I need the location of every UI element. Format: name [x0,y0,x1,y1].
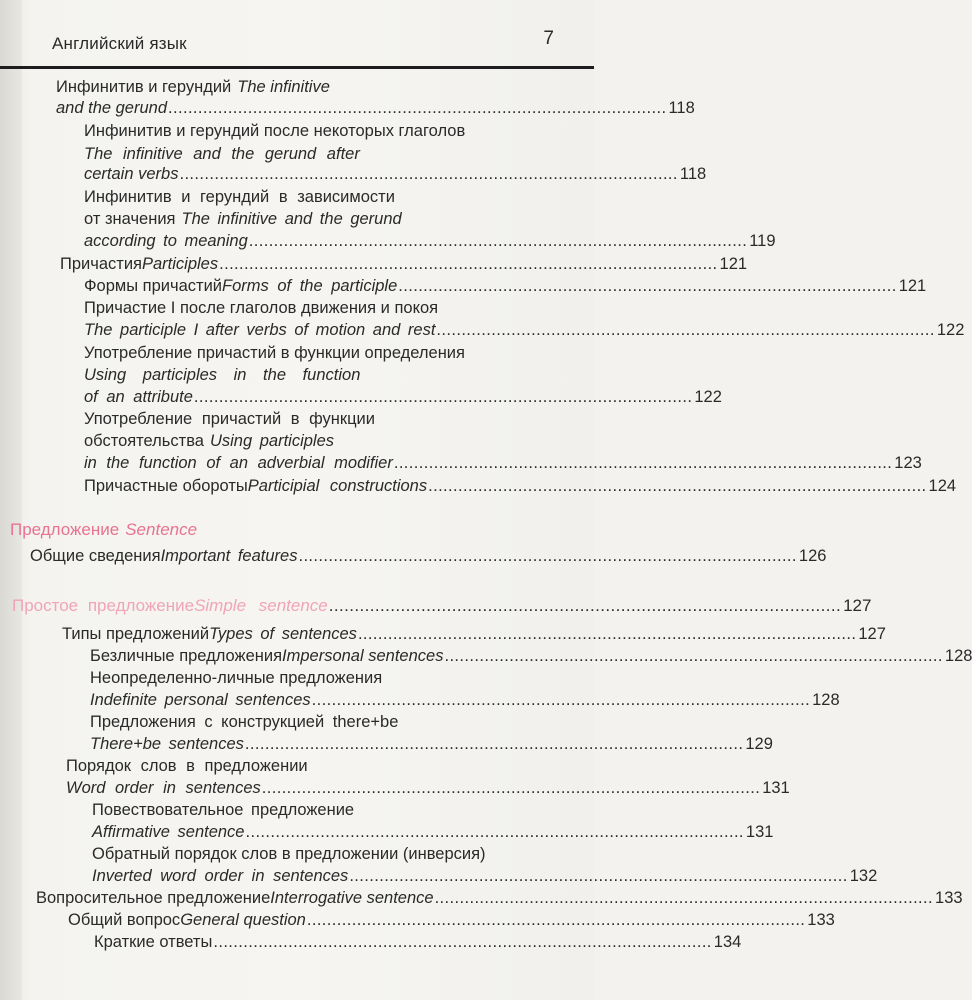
toc-entry-forms-participle: Формы причастий Forms of the participle .................................................................................................... 121 [84,277,927,295]
toc-entry-there-be-en: There+be sentences .................................................................................................... 129 [90,735,773,753]
toc-entry-participle-motion: Причастие I после глаголов движения и покоя [84,299,439,317]
section-heading-sentence: Предложение Sentence [10,520,198,539]
toc-page-number: 124 [928,477,957,495]
toc-page-number: 129 [745,735,773,753]
toc-entry-participle-attribute: Употребление причастий в функции определения [84,344,465,362]
toc-page-number: 118 [668,99,695,117]
toc-page-number: 119 [749,232,776,250]
toc-page-number: 133 [807,911,835,929]
toc-entry-general-question: Общий вопрос General question .................................................................................................... 133 [68,911,835,929]
toc-entry-affirmative-en: Affirmative sentence .................................................................................................... 131 [92,823,774,841]
toc-entry-inversion: Обратный порядок слов в предложении (инверсия) [92,845,486,863]
toc-entry-interrogative: Вопросительное предложение Interrogative sentence .................................................................................................... 133 [36,889,963,907]
toc-entry-word-order-en: Word order in sentences .................................................................................................... 131 [66,779,790,797]
toc-entry-participle-motion-en: The participle I after verbs of motion and rest .................................................................................................... 122 [84,321,965,339]
toc-entry-impersonal: Безличные предложения Impersonal sentences .................................................................................................... 128 [90,647,972,665]
toc-page-number: 118 [679,165,707,183]
toc-page-number: 131 [745,823,774,841]
toc-entry-infinitive-gerund: Инфинитив и герундий The infinitive [56,78,330,96]
toc-page-number: 127 [858,625,886,643]
toc-page-number: 134 [713,933,742,951]
toc-entry-after-certain-verbs: Инфинитив и герундий после некоторых глаголов [84,122,466,140]
toc-page-number: 127 [843,596,872,615]
toc-entry-according-meaning: Инфинитив и герундий в зависимости [84,188,395,206]
page-number: 7 [543,28,554,49]
toc-entry-participle-attribute-en: Using participles in the function [84,366,361,384]
toc-page-number: 126 [798,547,827,565]
toc-entry-inversion-en: Inverted word order in sentences .................................................................................................... 132 [92,867,878,885]
toc-page-number: 128 [812,691,840,709]
toc-entry-important-features: Общие сведения Important features .................................................................................................... 126 [30,547,827,565]
toc-entry-participles: Причастия Participles .................................................................................................... 121 [60,255,748,273]
toc-page-number: 131 [762,779,790,797]
toc-entry-participle-adverbial: Употребление причастий в функции [84,410,375,428]
toc-entry-certain-verbs: certain verbs .................................................................................................... 118 [84,165,707,183]
toc-entry-affirmative: Повествовательное предложение [92,801,355,819]
section-heading-simple-sentence: Простое предложение Simple sentence .................................................................................................... 127 [12,596,872,615]
toc-entry-indefinite-personal: Неопределенно-личные предложения [90,669,383,687]
toc-page-number: 133 [935,889,963,907]
toc-page-number: 132 [849,867,878,885]
toc-page-number: 122 [694,388,722,406]
toc-entry-infinitive-gerund-cont: and the gerund .................................................................................................... 118 [56,99,695,117]
header-title: Английский язык [52,34,187,53]
toc-page-number: 122 [936,321,965,339]
toc-page-number: 123 [894,454,922,472]
toc-entry-according-meaning-2: от значения The infinitive and the gerund [84,210,402,228]
toc-entry-participle-adverbial-2: обстоятельства Using participles [84,432,335,450]
toc-page-number: 121 [898,277,927,295]
toc-entry-short-answers: Краткие ответы .................................................................................................... 134 [94,933,742,951]
toc-entry-types-sentences: Типы предложений Types of sentences .................................................................................................... 127 [62,625,886,643]
toc-entry-participle-attribute-en-2: of an attribute .................................................................................................... 122 [84,388,722,406]
toc-entry-indefinite-personal-en: Indefinite personal sentences .................................................................................................... 128 [90,691,840,709]
toc-entry-according-meaning-3: according to meaning .................................................................................................... 119 [84,232,776,250]
toc-entry-there-be: Предложения с конструкцией there+be [90,713,399,731]
toc-entry-participle-adverbial-3: in the function of an adverbial modifier .................................................................................................... 123 [84,454,922,472]
toc-page-number: 128 [944,647,972,665]
toc-entry-after-certain-verbs-en: The infinitive and the gerund after [84,145,360,163]
toc-entry-participial-constructions: Причастные обороты Participial constructions .................................................................................................... 124 [84,477,957,495]
toc-entry-word-order: Порядок слов в предложении [66,757,308,775]
toc-page-number: 121 [719,255,748,273]
